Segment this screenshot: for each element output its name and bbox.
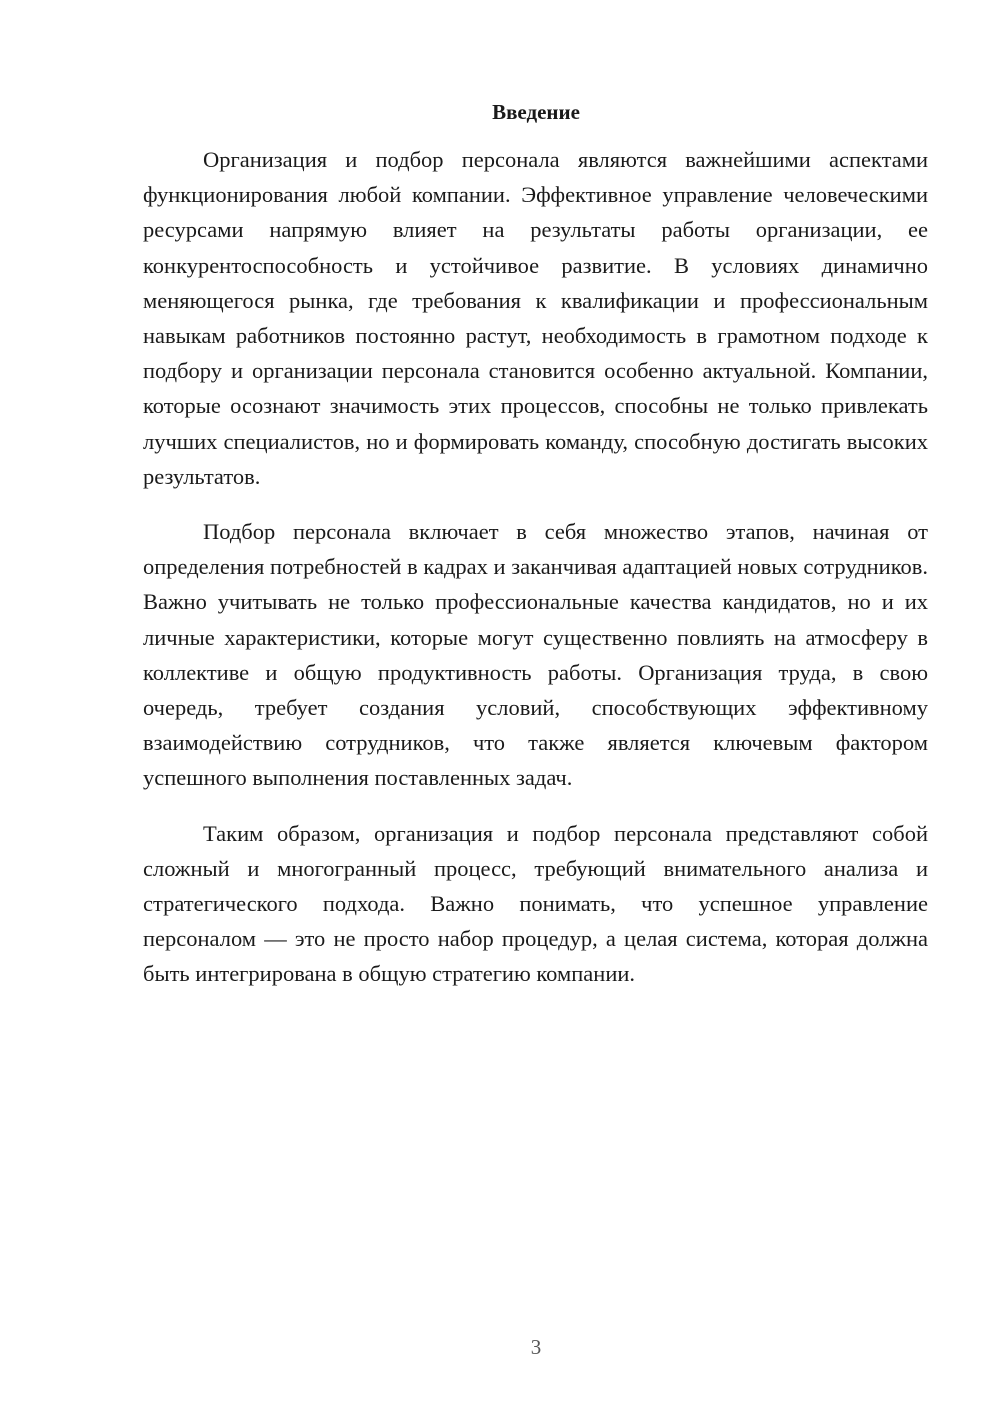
- paragraph-2: Подбор персонала включает в себя множество этапов, начиная от определения потребностей в кадрах и заканчивая адаптацией новых сотрудников. Важно учитывать не только профессиональные качества кандидатов, но и их личные характеристики, которые могут существенно повлиять на атмосферу в коллективе и общую продуктивность работы. Организация труда, в свою очередь, требует создания условий, способствующих эффективному взаимодействию сотрудников, что также является ключевым фактором успешного выполнения поставленных задач.: [143, 519, 928, 791]
- body-text: [143, 142, 928, 992]
- page-number: 3: [530, 1335, 542, 1359]
- paragraph-1: Организация и подбор персонала являются важнейшими аспектами функционирования любой компании. Эффективное управление человеческими ресурсами напрямую влияет на результаты работы организации, ее конкурентоспособность и устойчивое развитие. В условиях динамично меняющегося рынка, где требования к квалификации и профессиональным навыкам работников постоянно растут, необходимость в грамотном подходе к подбору и организации персонала становится особенно актуальной. Компании, которые осознают значимость этих процессов, способны не только привлекать лучших специалистов, но и формировать команду, способную достигать высоких результатов.: [143, 147, 928, 489]
- paragraph-3: Таким образом, организация и подбор персонала представляют собой сложный и многогранный процесс, требующий внимательного анализа и стратегического подхода. Важно понимать, что успешное управление персоналом — это не просто набор процедур, а целая система, которая должна быть интегрирована в общую стратегию компании.: [143, 820, 928, 987]
- section-title: Введение: [492, 100, 580, 124]
